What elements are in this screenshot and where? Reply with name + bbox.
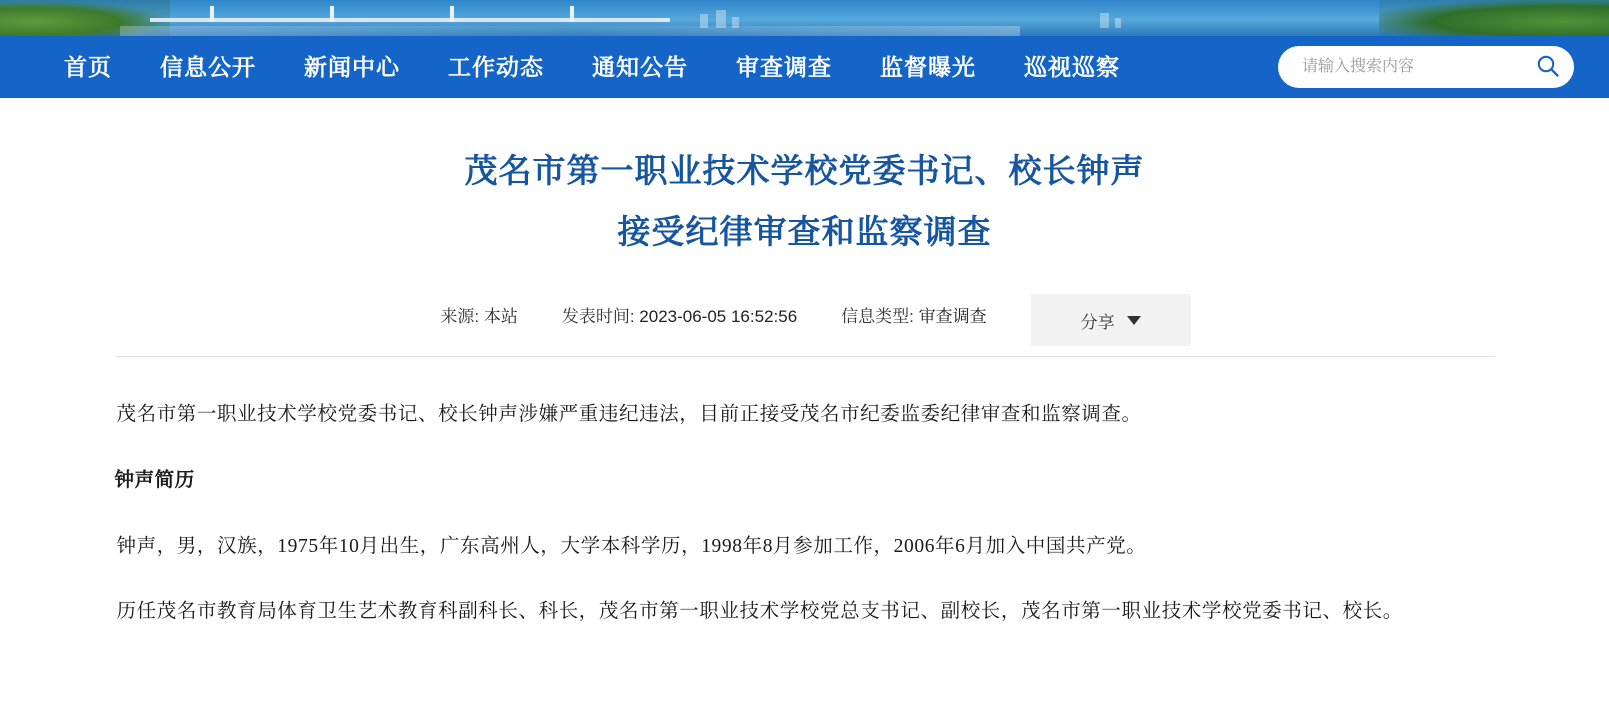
nav-item-info-disclosure[interactable]: 信息公开 (160, 54, 256, 80)
article-meta (115, 288, 1495, 357)
banner-building (700, 14, 708, 28)
share-button[interactable] (1031, 294, 1191, 346)
banner-building (1115, 18, 1121, 28)
banner-foliage-right (1379, 0, 1609, 36)
article-title-line-2: 接受纪律审查和监察调查 (617, 213, 992, 251)
meta-info-type (841, 302, 986, 327)
nav-item-list (40, 36, 1144, 98)
article-body (115, 391, 1495, 636)
article-paragraph: 历任茂名市教育局体育卫生艺术教育科副科长、科长，茂名市第一职业技术学校党总支书记、副校长，茂名市第一职业技术学校党委书记、校长。 (116, 601, 1403, 623)
bridge-pylon (450, 6, 454, 22)
nav-item-inspection[interactable]: 巡视巡察 (1024, 54, 1120, 80)
meta-source-value: 本站 (483, 306, 518, 326)
banner-building (732, 17, 739, 28)
banner-building (716, 10, 726, 28)
meta-publish-time (562, 302, 797, 327)
article-paragraph: 茂名市第一职业技术学校党委书记、校长钟声涉嫌严重违纪违法，目前正接受茂名市纪委监委纪律审查和监察调查。 (116, 404, 1142, 426)
search-input[interactable] (1300, 48, 1528, 86)
site-banner-image (0, 0, 1609, 36)
nav-item-news-center[interactable]: 新闻中心 (304, 54, 400, 80)
bridge-pylon (570, 6, 574, 22)
meta-source-label: 来源: (440, 306, 480, 326)
share-label: 分享 (1080, 312, 1115, 332)
bridge-pylon (210, 6, 214, 22)
meta-type-value: 审查调查 (918, 306, 987, 326)
meta-type-label: 信息类型: (841, 306, 914, 326)
page-title (115, 98, 1495, 262)
nav-item-work-updates[interactable]: 工作动态 (448, 54, 544, 80)
meta-source (440, 302, 517, 327)
article-subheading: 钟声简历 (114, 469, 195, 491)
article-container (75, 98, 1535, 636)
article-paragraph: 钟声，男，汉族，1975年10月出生，广东高州人，大学本科学历，1998年8月参加工作，2006年6月加入中国共产党。 (116, 535, 1147, 557)
nav-item-notices[interactable]: 通知公告 (592, 54, 688, 80)
search-button[interactable] (1528, 47, 1568, 87)
bridge-pylon (330, 6, 334, 22)
nav-item-investigations[interactable]: 审查调查 (736, 54, 832, 80)
bridge-deck (150, 18, 670, 22)
nav-item-home[interactable]: 首页 (64, 54, 112, 80)
banner-bridge (150, 6, 670, 28)
meta-time-label: 发表时间: (561, 306, 635, 326)
article-title-line-1: 茂名市第一职业技术学校党委书记、校长钟声 (464, 152, 1145, 189)
nav-item-supervision-exposure[interactable]: 监督曝光 (880, 54, 976, 80)
main-navigation (0, 36, 1609, 98)
meta-time-value: 2023-06-05 16:52:56 (639, 306, 798, 326)
search-box[interactable] (1278, 46, 1574, 88)
chevron-down-icon (1127, 316, 1141, 325)
banner-building (1100, 13, 1109, 28)
search-icon (1535, 53, 1561, 82)
